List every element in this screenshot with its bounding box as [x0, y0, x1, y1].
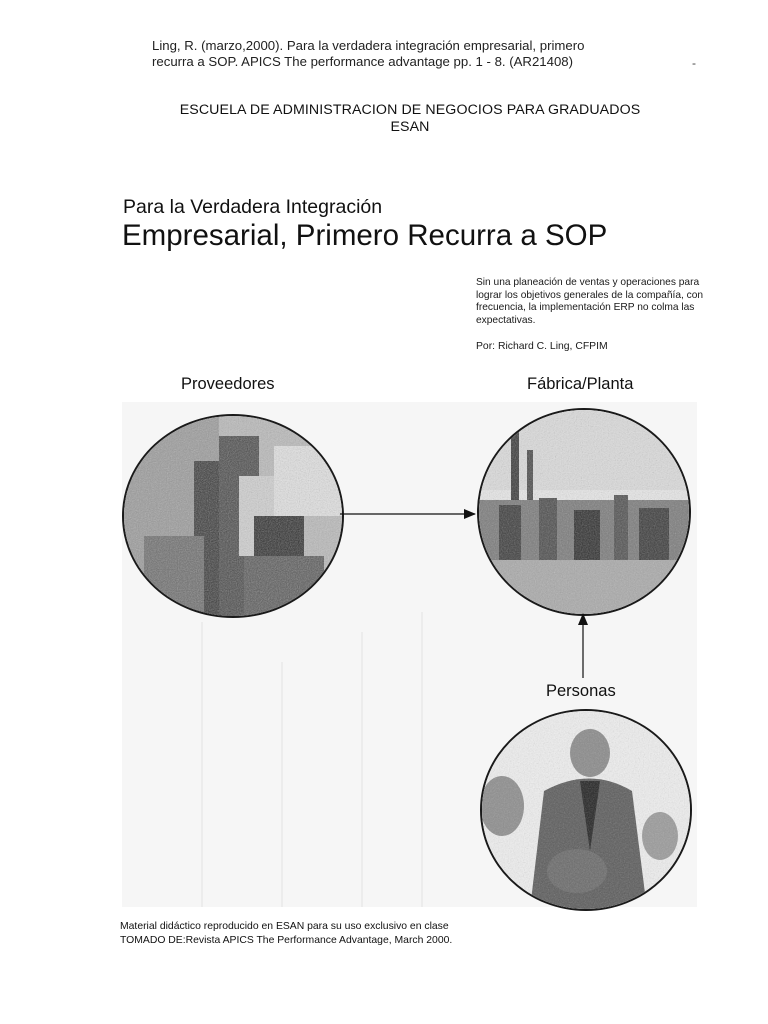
photo-personas [480, 709, 692, 911]
school-acronym: ESAN [390, 119, 430, 135]
article-author: Por: Richard C. Ling, CFPIM [476, 341, 608, 352]
label-personas: Personas [546, 682, 616, 700]
photo-fabrica [477, 408, 691, 616]
footer-line-2: TOMADO DE:Revista APICS The Performance Advantage, March 2000. [120, 935, 453, 946]
footer-note [120, 920, 452, 948]
footer-line-1: Material didáctico reproducido en ESAN para su uso exclusivo en clase [120, 921, 449, 932]
label-proveedores: Proveedores [181, 375, 275, 393]
article-title: Empresarial, Primero Recurra a SOP [122, 219, 608, 252]
stray-mark: - [692, 56, 696, 70]
school-name: ESCUELA DE ADMINISTRACION DE NEGOCIOS PARA GRADUADOS [179, 102, 641, 118]
citation-line-2: recurra a SOP. APICS The performance advantage pp. 1 - 8. (AR21408) [152, 54, 574, 69]
article-subtitle: Para la Verdadera Integración [123, 196, 383, 218]
citation [152, 38, 712, 70]
article-abstract: Sin una planeación de ventas y operaciones para lograr los objetivos generales de la compañía, con frecuencia, la implementación ERP no colma las expectativas. [476, 277, 704, 326]
photo-proveedores [122, 414, 344, 618]
citation-line-1: Ling, R. (marzo,2000). Para la verdadera integración empresarial, primero [152, 38, 585, 53]
label-fabrica: Fábrica/Planta [527, 375, 634, 393]
school-heading [0, 102, 768, 136]
